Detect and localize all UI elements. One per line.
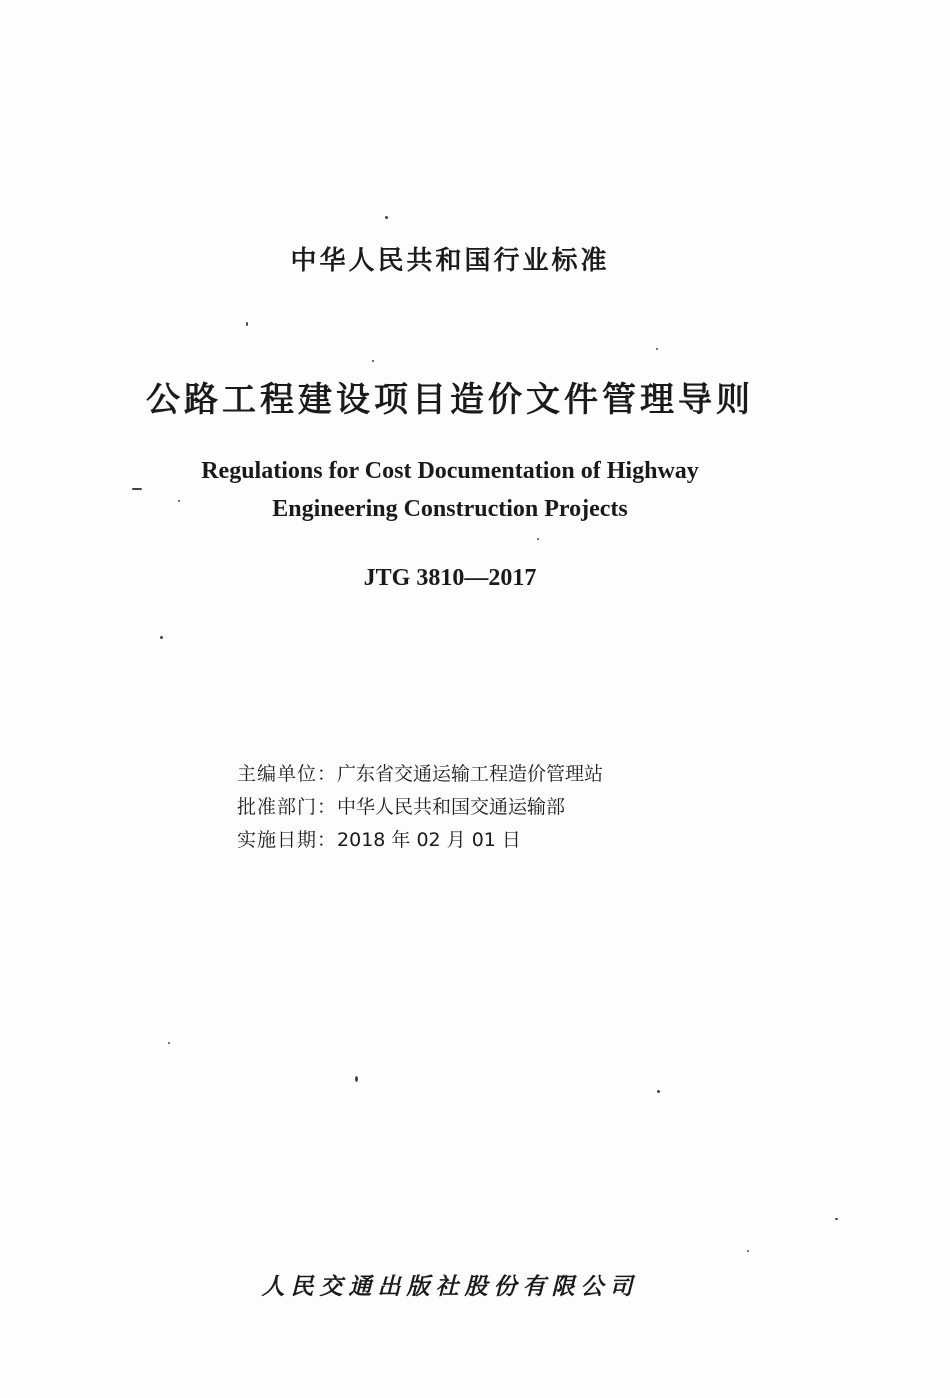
scan-speck bbox=[657, 1090, 660, 1093]
editor-value: 广东省交通运输工程造价管理站 bbox=[337, 763, 604, 785]
editor-row bbox=[237, 758, 603, 791]
chinese-title: 公路工程建设项目造价文件管理导则 bbox=[146, 380, 754, 420]
scan-speck bbox=[835, 1218, 838, 1220]
english-title-line-2: Engineering Construction Projects bbox=[272, 496, 628, 522]
date-row bbox=[237, 824, 603, 857]
scan-speck bbox=[372, 360, 374, 362]
scan-speck bbox=[178, 500, 180, 502]
editor-label: 主编单位： bbox=[237, 763, 338, 785]
scan-speck bbox=[385, 216, 388, 219]
standard-code: JTG 3810—2017 bbox=[363, 565, 537, 591]
date-label: 实施日期： bbox=[237, 829, 338, 851]
english-title-line-1: Regulations for Cost Documentation of Highway bbox=[201, 458, 699, 484]
publisher-name: 人民交通出版社股份有限公司 bbox=[261, 1273, 639, 1300]
date-value: 2018 年 02 月 01 日 bbox=[337, 829, 521, 851]
scan-speck bbox=[537, 538, 539, 540]
scan-speck bbox=[747, 1250, 749, 1252]
scan-speck bbox=[656, 348, 658, 350]
scan-speck bbox=[355, 1076, 358, 1082]
scan-speck bbox=[160, 636, 163, 639]
approver-value: 中华人民共和国交通运输部 bbox=[337, 796, 566, 818]
approver-label: 批准部门： bbox=[237, 796, 338, 818]
scan-speck bbox=[168, 1042, 170, 1044]
scan-speck bbox=[246, 322, 248, 326]
english-title bbox=[0, 452, 900, 528]
approver-row bbox=[237, 791, 603, 824]
scan-speck bbox=[132, 488, 142, 490]
standard-type-heading: 中华人民共和国行业标准 bbox=[290, 246, 610, 276]
info-block bbox=[237, 758, 603, 857]
